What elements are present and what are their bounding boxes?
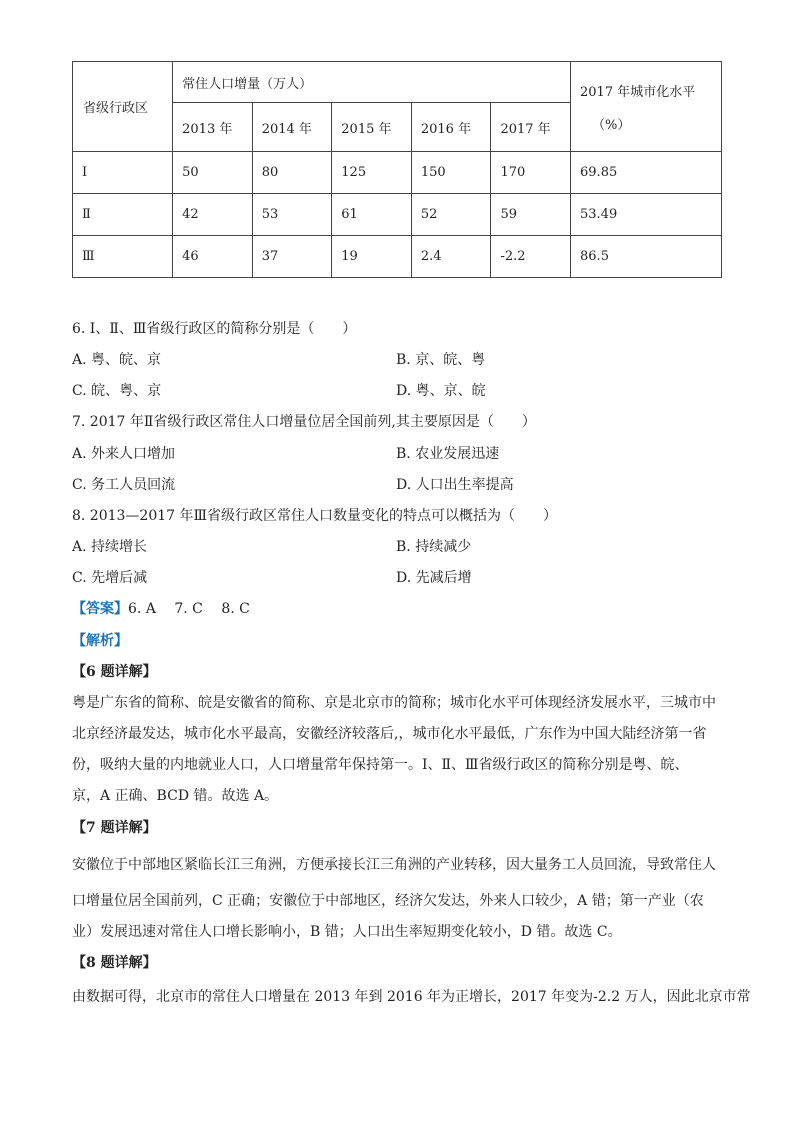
- urban-header: [571, 62, 722, 152]
- question-6-option-b: B. 京、皖、粤: [396, 352, 486, 368]
- urban-header-line2: （%）: [592, 117, 631, 133]
- urban-header-line1: 2017 年城市化水平: [580, 84, 696, 100]
- urban-cell: 86.5: [571, 236, 722, 278]
- detail-6-line: 份，吸纳大量的内地就业人口，人口增量常年保持第一。Ⅰ、Ⅱ、Ⅲ省级行政区的简称分别是粤、皖、: [72, 757, 689, 773]
- value-cell: 125: [332, 152, 412, 194]
- value-cell: 53: [252, 194, 332, 236]
- value-cell: -2.2: [491, 236, 571, 278]
- table-row: [73, 194, 722, 236]
- year-header: 2017 年: [491, 103, 571, 152]
- question-8-stem: 8. 2013—2017 年Ⅲ省级行政区常住人口数量变化的特点可以概括为（ ）: [72, 508, 558, 524]
- value-cell: 19: [332, 236, 412, 278]
- value-cell: 52: [411, 194, 491, 236]
- value-cell: 50: [173, 152, 253, 194]
- population-table: [72, 61, 722, 278]
- province-cell: Ⅲ: [73, 236, 173, 278]
- answer-label: 【答案】: [72, 601, 128, 617]
- year-header: 2016 年: [411, 103, 491, 152]
- detail-7-line: 口增量位居全国前列，C 正确；安徽位于中部地区，经济欠发达，外来人口较少，A 错；第一产业（农: [72, 893, 704, 909]
- question-8-option-c: C. 先增后减: [72, 570, 148, 586]
- question-6-option-c: C. 皖、粤、京: [72, 383, 162, 399]
- answer-value: 6. A 7. C 8. C: [128, 601, 250, 617]
- value-cell: 59: [491, 194, 571, 236]
- detail-8-line: 由数据可得，北京市的常住人口增量在 2013 年到 2016 年为正增长，2017 年变为-2.2 万人，因此北京市常: [72, 989, 751, 1005]
- value-cell: 2.4: [411, 236, 491, 278]
- value-cell: 170: [491, 152, 571, 194]
- province-header: 省级行政区: [73, 62, 173, 152]
- question-7-option-c: C. 务工人员回流: [72, 477, 176, 493]
- year-header: 2013 年: [173, 103, 253, 152]
- analysis-label: 【解析】: [72, 633, 128, 649]
- question-7-option-a: A. 外来人口增加: [72, 446, 176, 462]
- detail-8-label: 【8 题详解】: [72, 955, 157, 971]
- year-header: 2014 年: [252, 103, 332, 152]
- year-header: 2015 年: [332, 103, 412, 152]
- detail-7-line: 安徽位于中部地区紧临长江三角洲，方便承接长江三角洲的产业转移，因大量务工人员回流，导致常住人: [72, 857, 716, 873]
- detail-7-line: 业）发展迅速对常住人口增长影响小，B 错；人口出生率短期变化较小，D 错。故选 C。: [72, 924, 622, 940]
- urban-cell: 69.85: [571, 152, 722, 194]
- value-cell: 80: [252, 152, 332, 194]
- detail-6-label: 【6 题详解】: [72, 664, 157, 680]
- question-6-option-a: A. 粤、皖、京: [72, 352, 162, 368]
- increase-header: 常住人口增量（万人）: [173, 62, 571, 103]
- detail-6-line: 粤是广东省的简称、皖是安徽省的简称、京是北京市的简称；城市化水平可体现经济发展水平，三城市中: [72, 695, 716, 711]
- province-cell: Ⅱ: [73, 194, 173, 236]
- value-cell: 150: [411, 152, 491, 194]
- question-8-option-a: A. 持续增长: [72, 539, 148, 555]
- detail-6-line: 北京经济最发达，城市化水平最高，安徽经济较落后,，城市化水平最低，广东作为中国大陆经济第一省: [72, 726, 707, 742]
- answer-line: [72, 598, 250, 618]
- question-7-option-b: B. 农业发展迅速: [396, 446, 500, 462]
- question-6-stem: 6. Ⅰ、Ⅱ、Ⅲ省级行政区的简称分别是（ ）: [72, 321, 357, 337]
- province-cell: Ⅰ: [73, 152, 173, 194]
- value-cell: 61: [332, 194, 412, 236]
- value-cell: 46: [173, 236, 253, 278]
- detail-6-line: 京，A 正确、BCD 错。故选 A。: [72, 788, 279, 804]
- question-7-stem: 7. 2017 年Ⅱ省级行政区常住人口增量位居全国前列,其主要原因是（ ）: [72, 414, 536, 430]
- table-row: [73, 236, 722, 278]
- value-cell: 37: [252, 236, 332, 278]
- value-cell: 42: [173, 194, 253, 236]
- urban-cell: 53.49: [571, 194, 722, 236]
- detail-7-label: 【7 题详解】: [72, 820, 157, 836]
- question-8-option-d: D. 先减后增: [396, 570, 472, 586]
- question-6-option-d: D. 粤、京、皖: [396, 383, 486, 399]
- question-8-option-b: B. 持续减少: [396, 539, 472, 555]
- table-row: [73, 152, 722, 194]
- question-7-option-d: D. 人口出生率提高: [396, 477, 514, 493]
